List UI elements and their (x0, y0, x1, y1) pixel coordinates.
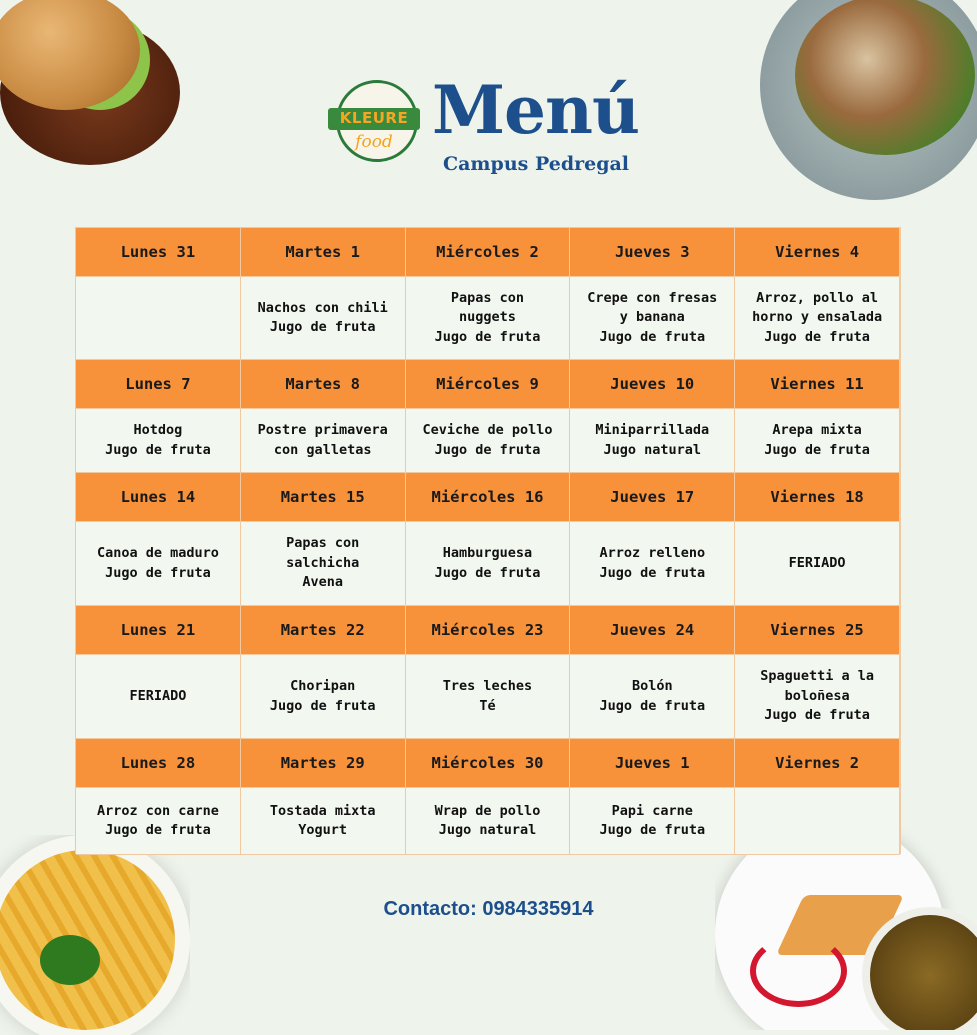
meal-cell: FERIADO (735, 522, 900, 606)
contact-phone: Contacto: 0984335914 (383, 898, 594, 920)
meal-cell: Crepe con fresas y banana Jugo de fruta (570, 277, 735, 360)
menu-header (328, 71, 640, 186)
meal-cell: Tostada mixta Yogurt (241, 788, 406, 855)
day-header: Viernes 2 (735, 739, 900, 788)
day-header: Martes 1 (241, 228, 406, 277)
meal-cell: Postre primavera con galletas (241, 409, 406, 473)
meal-cell: Ceviche de pollo Jugo de fruta (406, 409, 571, 473)
day-header: Miércoles 30 (406, 739, 571, 788)
campus-subtitle: Campus Pedregal (443, 153, 630, 175)
meal-cell: Arroz con carne Jugo de fruta (76, 788, 241, 855)
meal-cell (76, 277, 241, 360)
kleure-food-logo (328, 80, 420, 166)
meal-cell (735, 788, 900, 855)
day-header: Lunes 14 (76, 473, 241, 522)
salad-plate-image (760, 0, 977, 200)
meal-cell: Papas con salchicha Avena (241, 522, 406, 606)
day-header: Lunes 31 (76, 228, 241, 277)
meal-cell: Spaguetti a la boloñesa Jugo de fruta (735, 655, 900, 739)
day-header: Viernes 25 (735, 606, 900, 655)
meal-cell: Bolón Jugo de fruta (570, 655, 735, 739)
menu-calendar-grid (75, 227, 901, 854)
burger-image (0, 0, 190, 175)
day-header: Martes 8 (241, 360, 406, 409)
fries-bowl-image (0, 835, 190, 1035)
meal-cell: Nachos con chili Jugo de fruta (241, 277, 406, 360)
meal-cell: Hamburguesa Jugo de fruta (406, 522, 571, 606)
day-header: Martes 29 (241, 739, 406, 788)
day-header: Viernes 11 (735, 360, 900, 409)
day-header: Miércoles 16 (406, 473, 571, 522)
day-header: Miércoles 9 (406, 360, 571, 409)
meal-cell: Papas con nuggets Jugo de fruta (406, 277, 571, 360)
day-header: Miércoles 2 (406, 228, 571, 277)
meal-cell: Arroz relleno Jugo de fruta (570, 522, 735, 606)
day-header: Lunes 21 (76, 606, 241, 655)
day-header: Jueves 1 (570, 739, 735, 788)
day-header: Jueves 10 (570, 360, 735, 409)
meal-cell: Choripan Jugo de fruta (241, 655, 406, 739)
day-header: Lunes 28 (76, 739, 241, 788)
day-header: Jueves 17 (570, 473, 735, 522)
logo-text-script: food (355, 132, 393, 152)
meal-cell: Arroz, pollo al horno y ensalada Jugo de fruta (735, 277, 900, 360)
day-header: Viernes 18 (735, 473, 900, 522)
logo-text: KLEURE (339, 109, 409, 127)
meal-cell: Miniparrillada Jugo natural (570, 409, 735, 473)
day-header: Jueves 3 (570, 228, 735, 277)
meal-cell: Hotdog Jugo de fruta (76, 409, 241, 473)
meal-cell: Papi carne Jugo de fruta (570, 788, 735, 855)
meal-cell: Tres leches Té (406, 655, 571, 739)
day-header: Lunes 7 (76, 360, 241, 409)
day-header: Jueves 24 (570, 606, 735, 655)
day-header: Viernes 4 (735, 228, 900, 277)
meal-cell: Arepa mixta Jugo de fruta (735, 409, 900, 473)
page-title: Menú (432, 71, 640, 149)
meal-cell: FERIADO (76, 655, 241, 739)
day-header: Martes 15 (241, 473, 406, 522)
day-header: Miércoles 23 (406, 606, 571, 655)
meal-cell: Canoa de maduro Jugo de fruta (76, 522, 241, 606)
meal-cell: Wrap de pollo Jugo natural (406, 788, 571, 855)
day-header: Martes 22 (241, 606, 406, 655)
